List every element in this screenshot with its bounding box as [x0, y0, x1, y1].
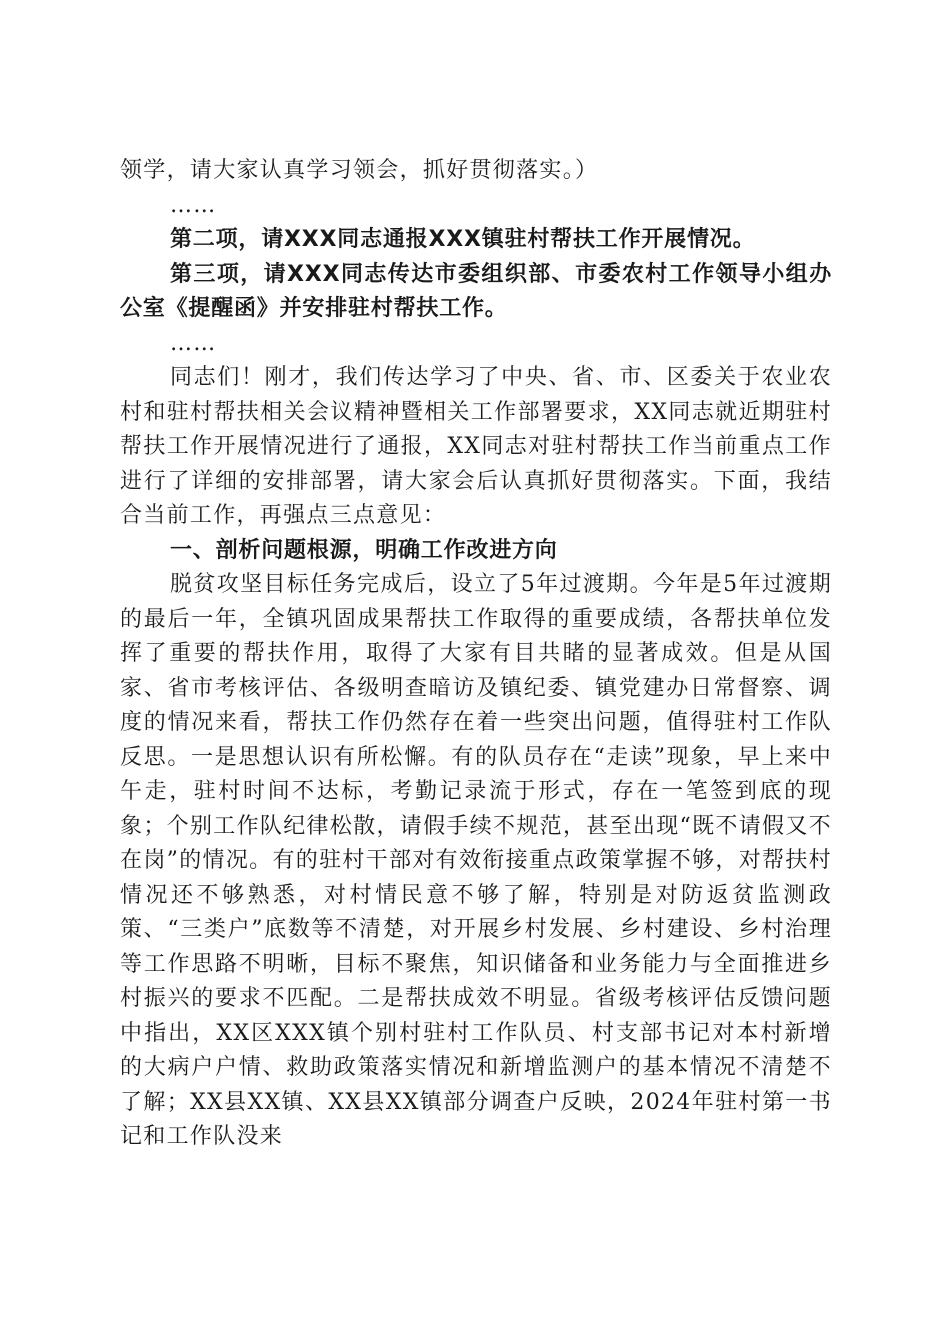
paragraph-ellipsis: ……: [170, 330, 217, 356]
paragraph-closing-line: 领学，请大家认真学习领会，抓好贯彻落实。）: [120, 158, 599, 183]
paragraph-body: 脱贫攻坚目标任务完成后，设立了5年过渡期。今年是5年过渡期的最后一年，全镇巩固成果帮扶工作取得的重要成绩，各帮扶单位发挥了重要的帮扶作用，取得了大家有目共睹的显著成效。但是从国家、省市考核评估、各级明查暗访及镇纪委、镇党建办日常督察、调度的情况来看，帮扶工作仍然存在着一些突出问题，值得驻村工作队反思。一是思想认识有所松懈。有的队员存在“走读”现象，早上来中午走，驻村时间不达标，考勤记录流于形式，存在一笔签到底的现象；个别工作队纪律松散，请假手续不规范，甚至出现“既不请假又不在岗”的情况。有的驻村干部对有效衔接重点政策掌握不够，对帮扶村情况还不够熟悉，对村情民意不够了解，特别是对防返贫监测政策、“三类户”底数等不清楚，对开展乡村发展、乡村建设、乡村治理等工作思路不明晰，目标不聚焦，知识储备和业务能力与全面推进乡村振兴的要求不匹配。二是帮扶成效不明显。省级考核评估反馈问题中指出，XX区XXX镇个别村驻村工作队员、村支部书记对本村新增的大病户户情、救助政策落实情况和新增监测户的基本情况不清楚不了解；XX县XX镇、XX县XX镇部分调查户反映，2024年驻村第一书记和工作队没来: [120, 572, 832, 1149]
section-heading-one: 一、剖析问题根源，明确工作改进方向: [170, 537, 558, 563]
paragraph-ellipsis: ……: [170, 192, 217, 218]
document-body: [120, 154, 832, 1155]
agenda-item-three: 第三项，请XXX同志传达市委组织部、市委农村工作领导小组办公室《提醒函》并安排驻村帮扶工作。: [120, 261, 832, 321]
paragraph-summary: 同志们！刚才，我们传达学习了中央、省、市、区委关于农业农村和驻村帮扶相关会议精神暨相关工作部署要求，XX同志就近期驻村帮扶工作开展情况进行了通报，XX同志对驻村帮扶工作当前重点工作进行了详细的安排部署，请大家会后认真抓好贯彻落实。下面，我结合当前工作，再强点三点意见：: [120, 365, 832, 528]
agenda-item-two: 第二项，请XXX同志通报XXX镇驻村帮扶工作开展情况。: [170, 227, 756, 252]
